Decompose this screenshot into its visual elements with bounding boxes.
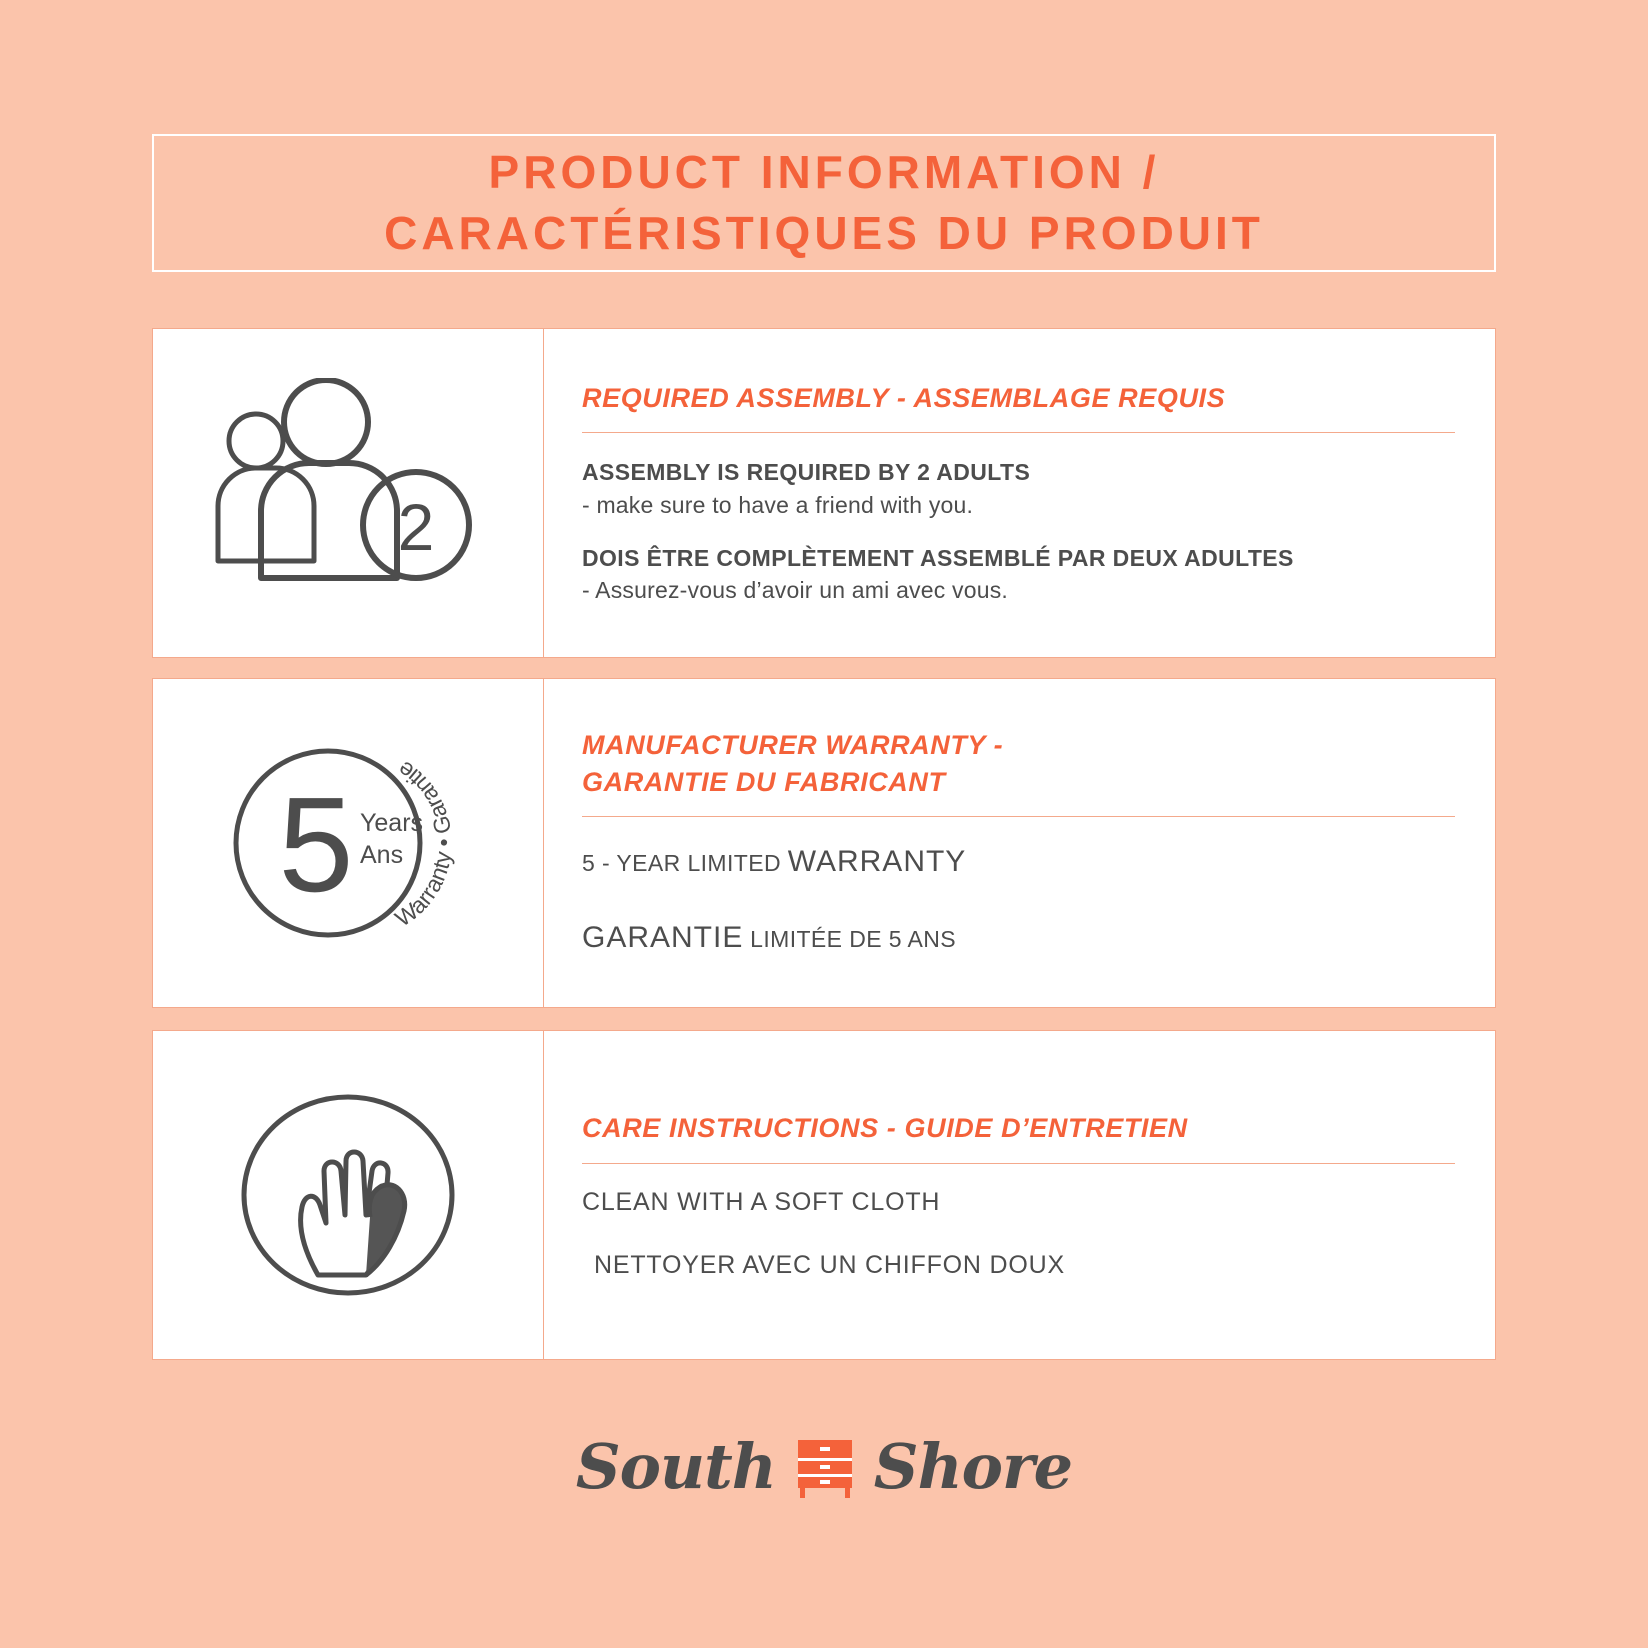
card-manufacturer-warranty-title-line2: GARANTIE DU FABRICANT [582, 766, 946, 797]
card-required-assembly [152, 328, 1496, 658]
warranty-line-en-pre: 5 - YEAR LIMITED [582, 849, 788, 876]
card-care-instructions-title: CARE INSTRUCTIONS - GUIDE D’ENTRETIEN [582, 1113, 1188, 1144]
warranty-line-fr-big: GARANTIE [582, 920, 744, 954]
card-care-instructions-body [543, 1031, 1495, 1359]
card-care-instructions [152, 1030, 1496, 1360]
warranty-arc-text: Warranty • Garantie [390, 756, 457, 932]
assembly-paragraph-en [582, 457, 1455, 520]
warranty-years-number: 5 [278, 769, 354, 920]
assembly-people-count: 2 [397, 490, 435, 564]
assembly-paragraph-fr-light: - Assurez-vous d’avoir un ami avec vous. [582, 576, 1009, 603]
warranty-years-label-fr: Ans [360, 841, 404, 869]
divider [582, 816, 1455, 817]
care-line-en: CLEAN WITH A SOFT CLOTH [582, 1187, 941, 1216]
warranty-line-fr [582, 917, 1455, 959]
warranty-years-label-en: Years [360, 809, 424, 837]
assembly-paragraph-fr-strong: DOIS ÊTRE COMPLÈTEMENT ASSEMBLÉ PAR DEUX ADULTES [582, 544, 1294, 571]
page-title-box [152, 134, 1496, 272]
brand-word-south: South [575, 1430, 776, 1503]
five-year-warranty-seal-icon [153, 713, 543, 973]
assembly-paragraph-fr [582, 543, 1455, 606]
divider [582, 432, 1455, 433]
two-people-icon [153, 378, 543, 608]
card-manufacturer-warranty [152, 678, 1496, 1008]
page-title-line2: CARACTÉRISTIQUES DU PRODUIT [384, 207, 1264, 259]
hand-with-cloth-icon [153, 1075, 543, 1315]
brand-word-shore: Shore [873, 1430, 1073, 1503]
divider [582, 1163, 1455, 1164]
assembly-paragraph-en-strong: ASSEMBLY IS REQUIRED BY 2 ADULTS [582, 459, 1031, 486]
warranty-line-fr-post: LIMITÉE DE 5 ANS [743, 925, 956, 952]
page-title-line1: PRODUCT INFORMATION / [488, 146, 1160, 199]
dresser-icon [794, 1434, 856, 1500]
warranty-line-en [582, 841, 1455, 883]
care-line-fr: NETTOYER AVEC UN CHIFFON DOUX [594, 1250, 1065, 1279]
card-required-assembly-body [543, 329, 1495, 657]
warranty-line-en-big: WARRANTY [787, 844, 967, 878]
card-manufacturer-warranty-title-line1: MANUFACTURER WARRANTY - [582, 730, 1004, 761]
brand-logo [0, 1430, 1648, 1503]
card-required-assembly-title: REQUIRED ASSEMBLY - ASSEMBLAGE REQUIS [582, 383, 1226, 414]
assembly-paragraph-en-light: - make sure to have a friend with you. [582, 491, 974, 518]
card-manufacturer-warranty-body [543, 679, 1495, 1007]
